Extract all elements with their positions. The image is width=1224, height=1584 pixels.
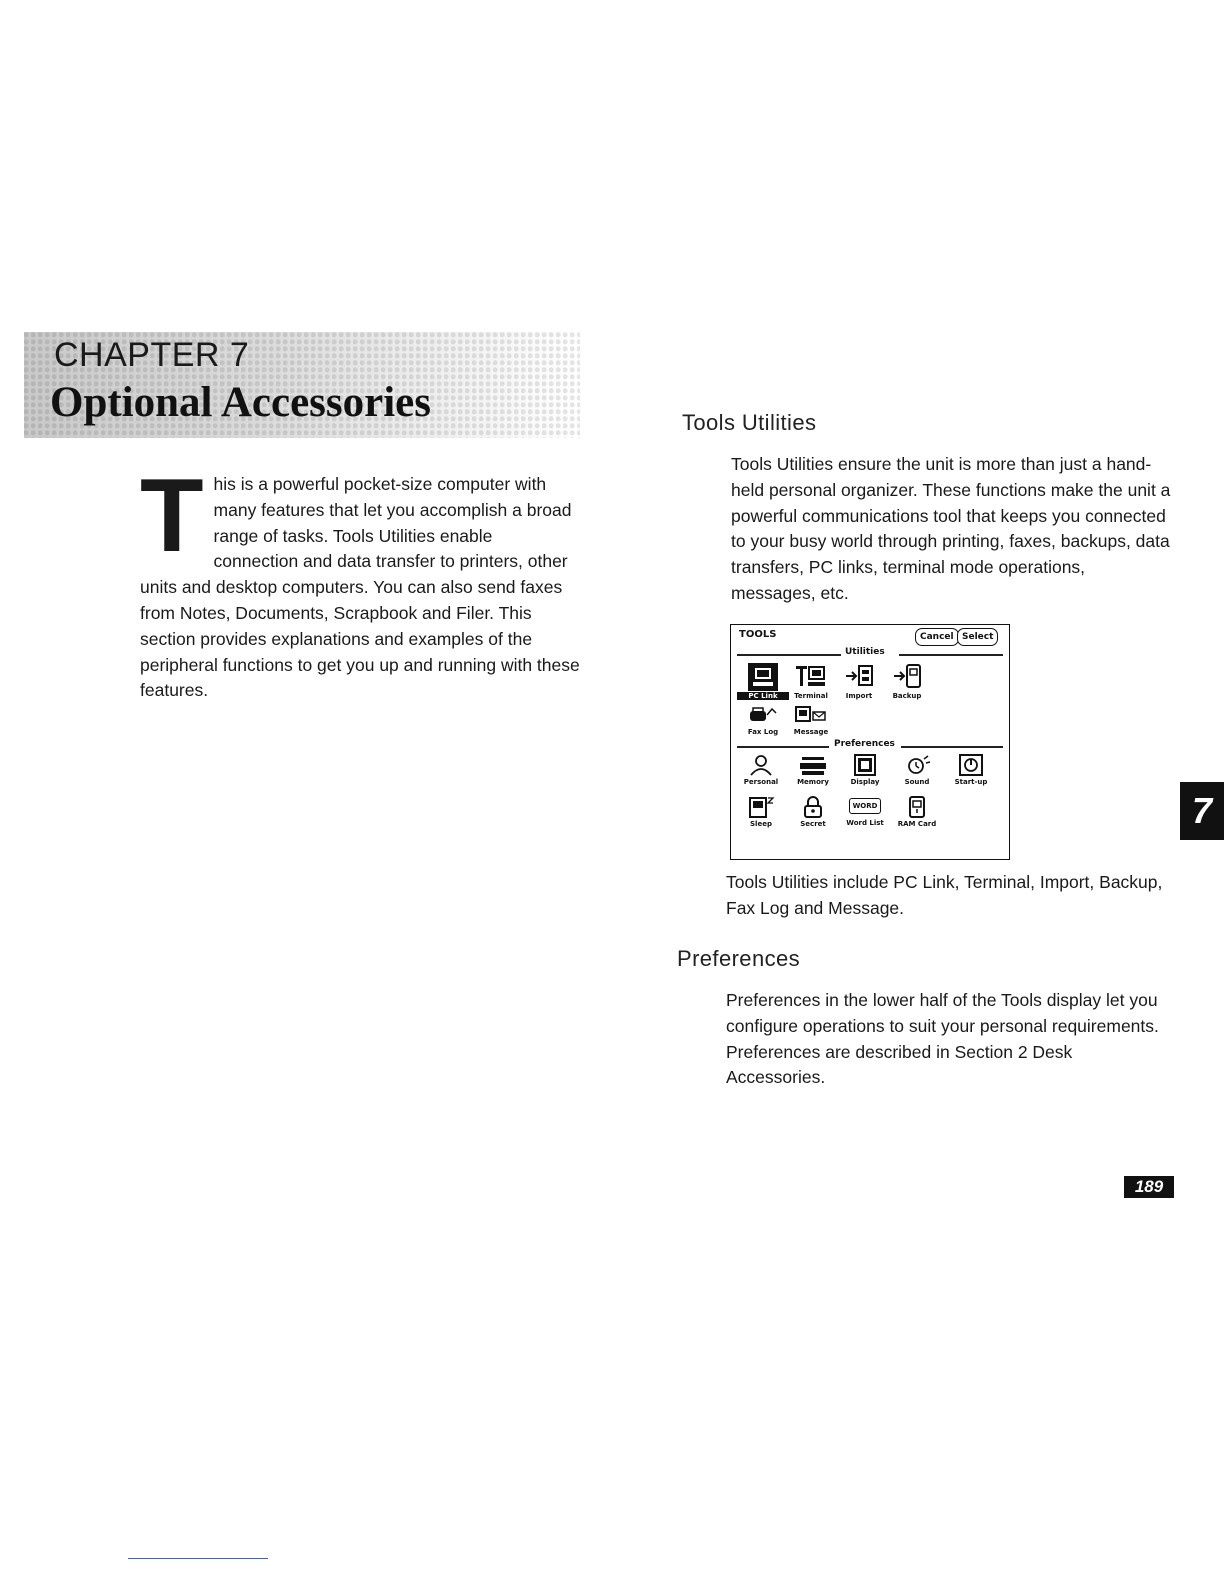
separator-line — [899, 654, 1003, 656]
drop-cap: T — [140, 458, 204, 574]
tool-ram-card[interactable] — [891, 795, 943, 828]
import-icon — [844, 663, 874, 691]
ram-card-icon — [902, 795, 932, 819]
fax-log-icon — [748, 705, 778, 727]
tool-label: RAM Card — [897, 820, 937, 828]
tool-label: Word List — [846, 819, 884, 827]
tool-label: Personal — [743, 778, 779, 786]
tools-utilities-heading: Tools Utilities — [682, 410, 817, 435]
tool-word-list[interactable] — [839, 795, 891, 827]
tools-utilities-caption: Tools Utilities include PC Link, Terminal, Import, Backup, Fax Log and Message. — [726, 872, 1163, 918]
display-icon — [850, 753, 880, 777]
intro-text: his is a powerful pocket-size computer with many features that let you accomplish a broad range of tasks. Tools Utilities enable connection and data transfer to printers, other units and desktop computers. You can also send faxes from Notes, Documents, Scrapbook and Filer. This section provides explanations and examples of the peripheral functions to get you up and running with these features. — [140, 474, 580, 701]
personal-icon — [746, 753, 776, 777]
tool-label: Backup — [892, 692, 922, 700]
message-icon — [794, 705, 828, 727]
tool-label: Terminal — [794, 692, 828, 700]
intro-paragraph — [140, 458, 580, 704]
tool-label: PC Link — [737, 692, 789, 700]
tool-label: Message — [793, 728, 829, 736]
tool-label: Memory — [797, 778, 829, 786]
chapter-tab-marker: 7 — [1180, 782, 1224, 840]
start-up-icon — [956, 753, 986, 777]
backup-icon — [892, 663, 922, 691]
chapter-banner — [24, 332, 580, 438]
footer-rule — [128, 1558, 268, 1559]
tool-label: Sleep — [750, 820, 772, 828]
tool-label: Sound — [904, 778, 930, 786]
tool-label: Secret — [800, 820, 826, 828]
sound-icon — [902, 753, 932, 777]
tool-fax-log[interactable] — [737, 705, 789, 736]
tool-label: Start-up — [954, 778, 988, 786]
tool-memory[interactable] — [787, 753, 839, 786]
word-badge: WORD — [852, 802, 878, 810]
tool-label: Display — [850, 778, 880, 786]
tool-start-up[interactable] — [945, 753, 997, 786]
tool-message[interactable] — [785, 705, 837, 736]
screen-title: TOOLS — [739, 629, 777, 640]
tool-secret[interactable] — [787, 795, 839, 828]
chapter-title: Optional Accessories — [50, 379, 431, 426]
separator-line — [737, 746, 829, 748]
separator-line — [737, 654, 841, 656]
preferences-body: Preferences in the lower half of the Tools display let you configure operations to suit your personal requirements. Preferences are described in Section 2 Desk Accessories. — [726, 990, 1159, 1088]
preferences-heading: Preferences — [677, 946, 801, 971]
memory-icon — [798, 753, 828, 777]
tools-utilities-body: Tools Utilities ensure the unit is more than just a hand-held personal organizer. These functions make the unit a powerful communications tool that keeps you connected to your busy world through printing, faxes, backups, data transfers, PC links, terminal mode operations, messages, etc. — [731, 454, 1171, 603]
utilities-label: Utilities — [845, 647, 885, 657]
separator-line — [901, 746, 1003, 748]
page-number: 189 — [1124, 1176, 1174, 1198]
select-button[interactable]: Select — [957, 628, 998, 646]
tool-pc-link[interactable] — [737, 663, 789, 700]
pc-link-icon — [748, 663, 778, 691]
tool-display[interactable] — [839, 753, 891, 786]
tools-screen — [730, 624, 1010, 860]
chapter-label: CHAPTER 7 — [54, 336, 250, 374]
tool-backup[interactable] — [881, 663, 933, 700]
tool-import[interactable] — [833, 663, 885, 700]
tool-personal[interactable] — [735, 753, 787, 786]
terminal-icon — [796, 663, 826, 691]
tool-label: Fax Log — [747, 728, 779, 736]
sleep-icon — [746, 795, 776, 819]
word-list-icon — [849, 798, 881, 814]
tool-terminal[interactable] — [785, 663, 837, 700]
tool-label: Import — [845, 692, 873, 700]
tool-sleep[interactable] — [735, 795, 787, 828]
tool-sound[interactable] — [891, 753, 943, 786]
secret-icon — [798, 795, 828, 819]
preferences-label: Preferences — [834, 739, 895, 749]
cancel-button[interactable]: Cancel — [915, 628, 959, 646]
